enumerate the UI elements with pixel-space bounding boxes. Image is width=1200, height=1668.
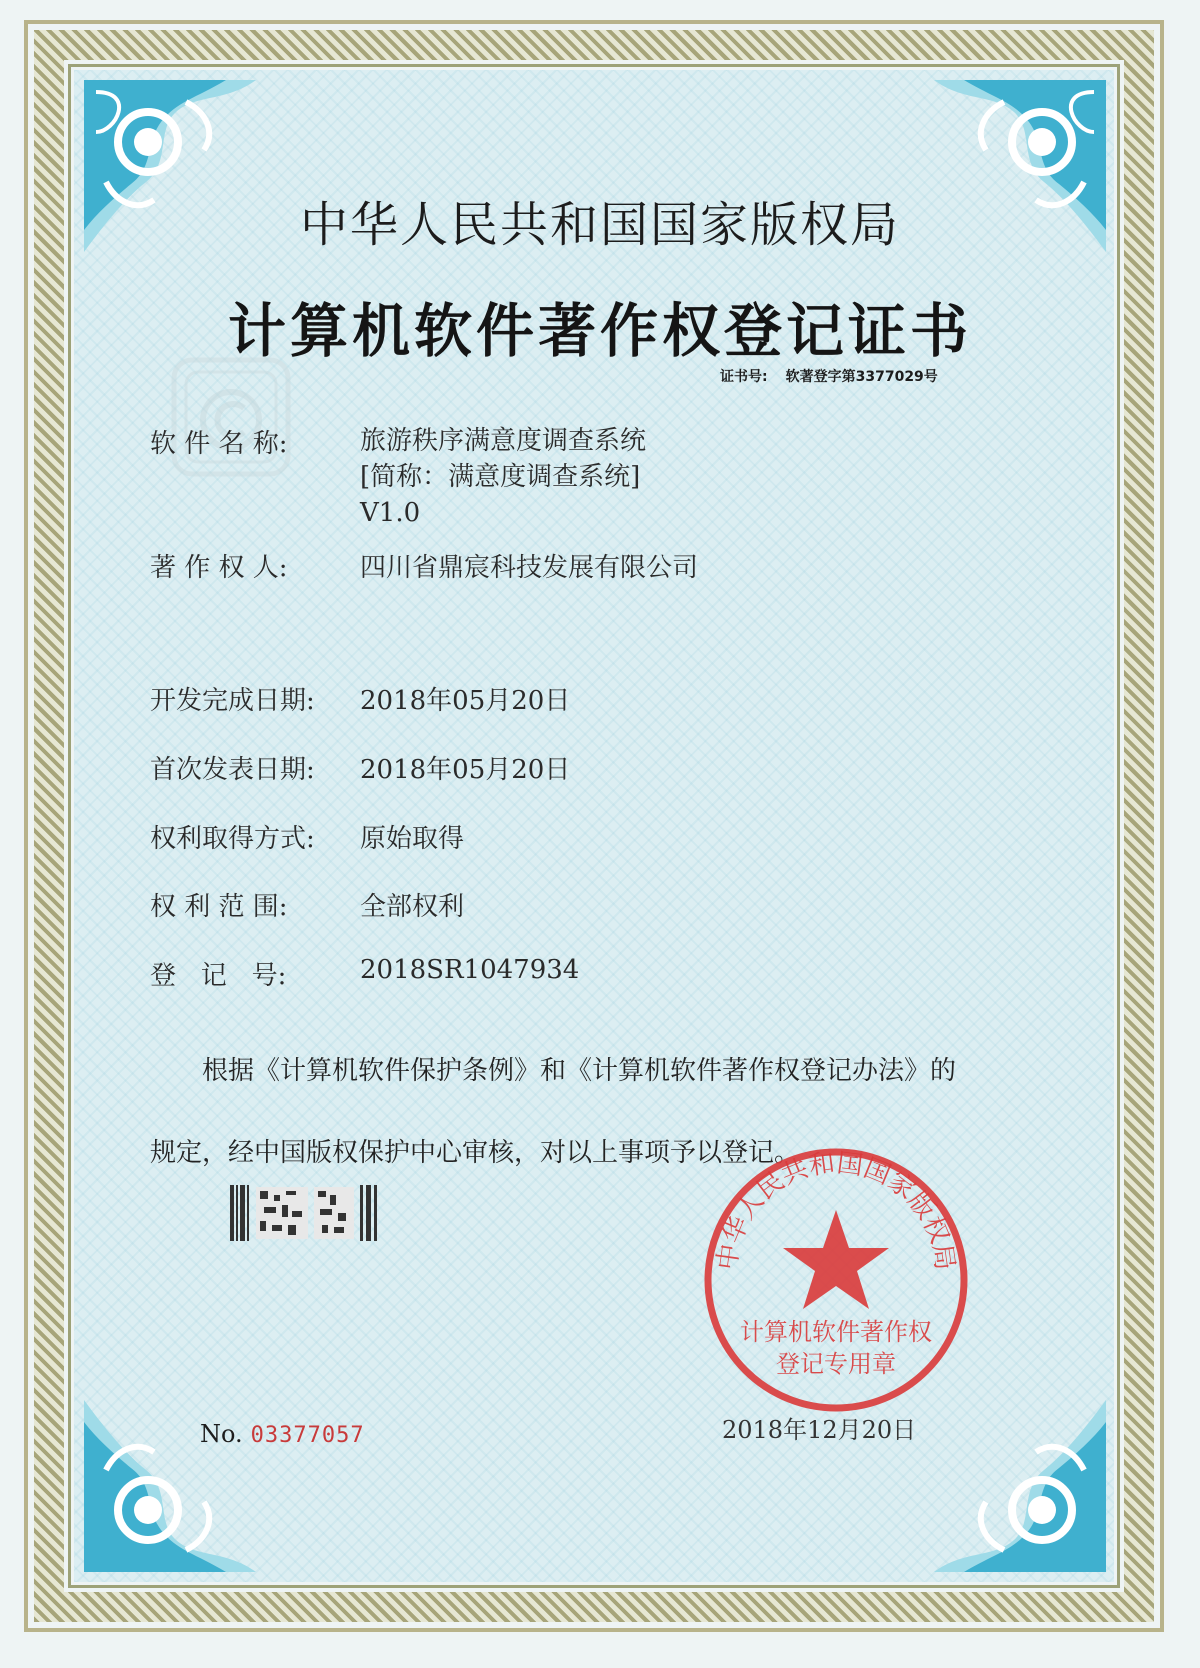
certificate-number bbox=[720, 366, 956, 386]
acquisition-method-row bbox=[150, 818, 464, 855]
certificate-number-value: 软著登字第3377029号 bbox=[785, 369, 938, 385]
development-date-label: 开发完成日期: bbox=[150, 686, 315, 716]
publication-date-label: 首次发表日期: bbox=[150, 755, 315, 785]
serial-label: No. bbox=[200, 1420, 243, 1448]
publication-date-row bbox=[150, 749, 570, 786]
statement-line-1: 根据《计算机软件保护条例》和《计算机软件著作权登记办法》的 bbox=[202, 1056, 957, 1086]
registration-number-value: 2018SR1047934 bbox=[360, 955, 580, 985]
certificate-title: 计算机软件著作权登记证书 bbox=[227, 297, 972, 365]
publication-date-value: 2018年05月20日 bbox=[360, 755, 571, 785]
certificate-number-label: 证书号: bbox=[720, 369, 768, 385]
issue-date: 2018年12月20日 bbox=[722, 1416, 917, 1444]
rights-scope-row bbox=[150, 886, 464, 923]
copyright-owner-row bbox=[150, 547, 698, 584]
seal-line-2: 登记专用章 bbox=[776, 1350, 896, 1378]
serial-value: 03377057 bbox=[250, 1423, 365, 1448]
acquisition-method-value: 原始取得 bbox=[360, 824, 465, 854]
software-name-full: 旅游秩序满意度调查系统 bbox=[360, 426, 647, 456]
rights-scope-label: 权 利 范 围: bbox=[150, 892, 288, 922]
registration-number-label: 登 记 号: bbox=[150, 961, 287, 991]
seal-arc-text: 中华人民共和国国家版权局 bbox=[712, 1148, 960, 1273]
software-version: V1.0 bbox=[360, 498, 421, 528]
corner-ornament-bottom-left bbox=[76, 1390, 266, 1580]
seal-line-1: 计算机软件著作权 bbox=[740, 1318, 932, 1346]
official-seal bbox=[696, 1140, 976, 1420]
software-name-label: 软 件 名 称: bbox=[150, 429, 288, 459]
acquisition-method-label: 权利取得方式: bbox=[150, 824, 315, 854]
serial-number bbox=[200, 1420, 365, 1448]
development-date-row bbox=[150, 680, 570, 717]
software-name-short: [简称：满意度调查系统] bbox=[360, 462, 641, 492]
development-date-value: 2018年05月20日 bbox=[360, 686, 571, 716]
software-name-row bbox=[150, 423, 646, 531]
barcode-image bbox=[230, 1185, 380, 1241]
copyright-owner-value: 四川省鼎宸科技发展有限公司 bbox=[360, 553, 699, 583]
issuing-authority: 中华人民共和国国家版权局 bbox=[299, 197, 900, 253]
software-name-value bbox=[360, 423, 646, 531]
rights-scope-value: 全部权利 bbox=[360, 892, 465, 922]
copyright-owner-label: 著 作 权 人: bbox=[150, 553, 288, 583]
registration-number-row bbox=[150, 955, 579, 992]
statement-line-2: 规定，经中国版权保护中心审核，对以上事项予以登记。 bbox=[150, 1138, 801, 1168]
